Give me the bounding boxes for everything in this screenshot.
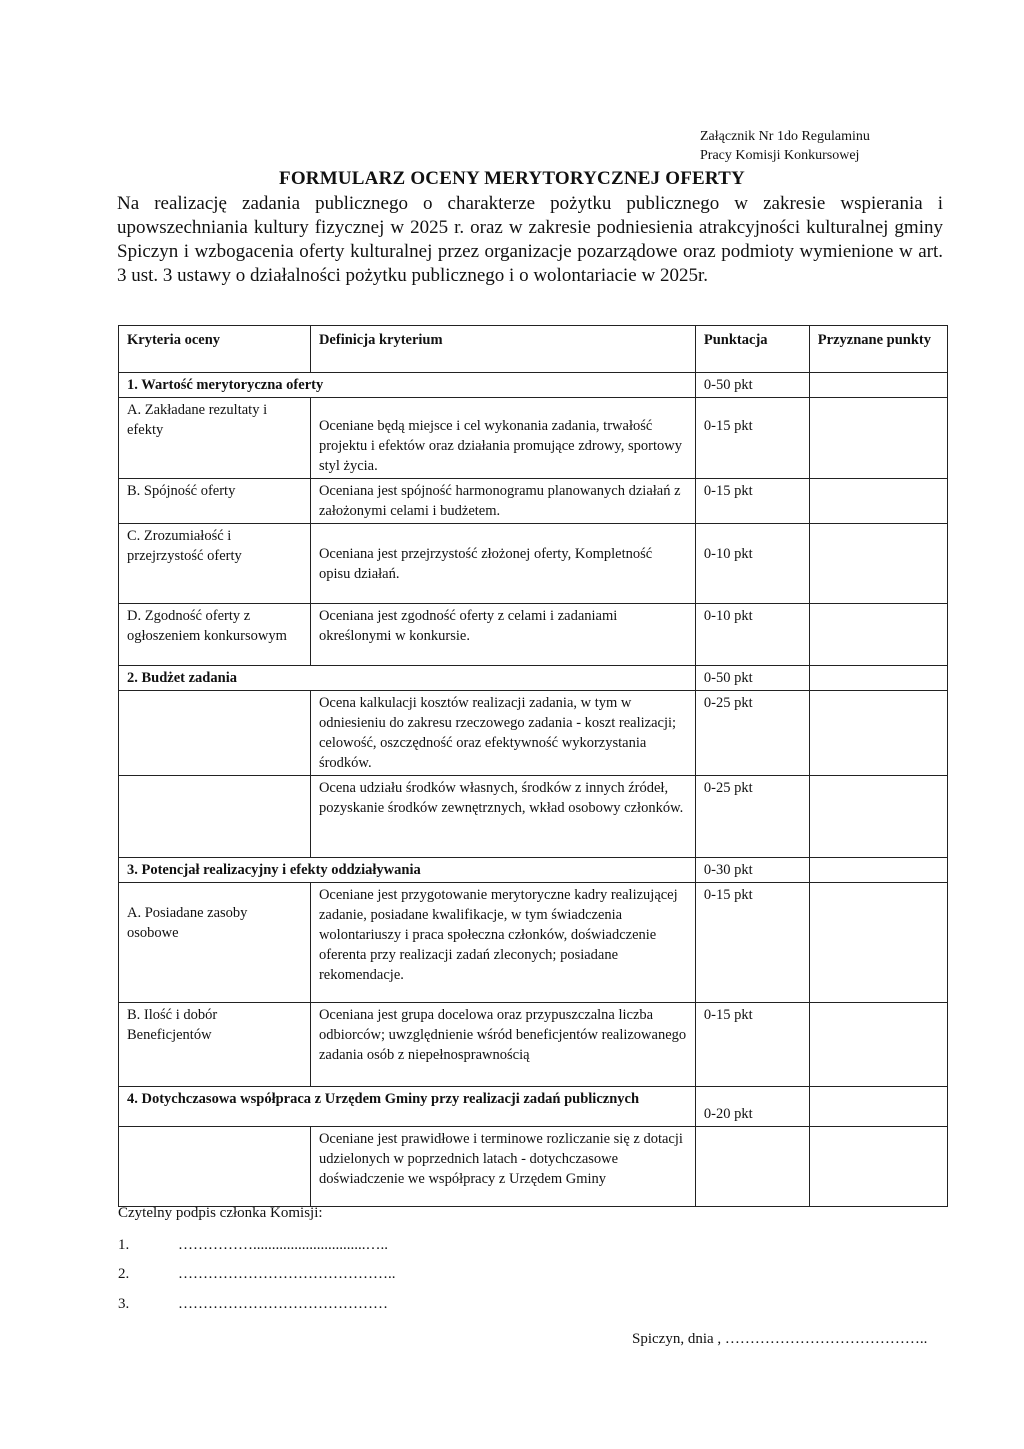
header-criteria: Kryteria oceny bbox=[119, 326, 311, 373]
awarded-points-cell[interactable] bbox=[809, 1127, 947, 1207]
section-title: 3. Potencjał realizacyjny i efekty oddziaływania bbox=[119, 858, 696, 883]
awarded-points-cell[interactable] bbox=[809, 776, 947, 858]
section-points-text: 0-20 pkt bbox=[703, 1106, 753, 1122]
definition-cell: Ocena kalkulacji kosztów realizacji zadania, w tym w odniesieniu do zakresu rzeczowego zadania - koszt realizacji; celowość, oszczędność oraz efektywność wykorzystania środków. bbox=[310, 691, 695, 776]
points-cell: 0-10 pkt bbox=[695, 604, 809, 666]
section-row bbox=[119, 858, 948, 883]
awarded-points-cell[interactable] bbox=[809, 1087, 947, 1127]
header-points: Punktacja bbox=[695, 326, 809, 373]
header-awarded-points: Przyznane punkty bbox=[809, 326, 947, 373]
section-row bbox=[119, 373, 948, 398]
awarded-points-cell[interactable] bbox=[809, 666, 947, 691]
section-title: 4. Dotychczasowa współpraca z Urzędem Gminy przy realizacji zadań publicznych bbox=[119, 1087, 696, 1127]
definition-cell: Ocena udziału środków własnych, środków z innych źródeł, pozyskanie środków zewnętrznych, wkład osobowy członków. bbox=[310, 776, 695, 858]
signature-number: 2. bbox=[118, 1266, 130, 1282]
signature-line bbox=[118, 1266, 396, 1283]
table-row bbox=[119, 1003, 948, 1087]
table-row bbox=[119, 776, 948, 858]
criterion-text: A. Posiadane zasoby osobowe bbox=[127, 905, 248, 941]
section-points: 0-50 pkt bbox=[695, 666, 809, 691]
awarded-points-cell[interactable] bbox=[809, 398, 947, 479]
criterion-cell: B. Spójność oferty bbox=[119, 479, 311, 524]
signature-line bbox=[118, 1237, 388, 1254]
awarded-points-cell[interactable] bbox=[809, 883, 947, 1003]
definition-text: Oceniane będą miejsce i cel wykonania zadania, trwałość projektu i efektów oraz działania promujące zdrowy, sportowy styl życia. bbox=[318, 418, 682, 474]
table-row bbox=[119, 691, 948, 776]
signature-dots: …………………………………….. bbox=[178, 1266, 396, 1282]
section-row bbox=[119, 666, 948, 691]
points-text: 0-10 pkt bbox=[703, 546, 753, 562]
definition-cell: Oceniana jest grupa docelowa oraz przypuszczalna liczba odbiorców; uwzględnienie wśród beneficjentów realizowanego zadania osób z niepełnosprawnością bbox=[310, 1003, 695, 1087]
intro-paragraph: Na realizację zadania publicznego o charakterze pożytku publicznego w zakresie wspierania i upowszechniania kultury fizycznej w 2025 r. oraz w zakresie podniesienia atrakcyjności kulturalnej gminy Spiczyn i wzbogacenia oferty kulturalnej przez organizacje pozarządowe oraz podmioty wymienione w art. 3 ust. 3 ustawy o działalności pożytku publicznego i o wolontariacie w 2025r. bbox=[117, 193, 943, 286]
points-cell: 0-15 pkt bbox=[695, 1003, 809, 1087]
table-row bbox=[119, 524, 948, 604]
definition-cell bbox=[310, 524, 695, 604]
awarded-points-cell[interactable] bbox=[809, 373, 947, 398]
section-title: 1. Wartość merytoryczna oferty bbox=[119, 373, 696, 398]
section-points bbox=[695, 1087, 809, 1127]
criterion-cell: B. Ilość i dobór Beneficjentów bbox=[119, 1003, 311, 1087]
points-cell: 0-15 pkt bbox=[695, 479, 809, 524]
criterion-cell bbox=[119, 691, 311, 776]
criterion-cell: D. Zgodność oferty z ogłoszeniem konkursowym bbox=[119, 604, 311, 666]
table-row bbox=[119, 604, 948, 666]
place-and-date: Spiczyn, dnia , ………………………………….. bbox=[632, 1331, 928, 1347]
section-title: 2. Budżet zadania bbox=[119, 666, 696, 691]
awarded-points-cell[interactable] bbox=[809, 691, 947, 776]
signature-number: 1. bbox=[118, 1237, 130, 1253]
criterion-cell bbox=[119, 776, 311, 858]
section-points: 0-30 pkt bbox=[695, 858, 809, 883]
criterion-cell bbox=[119, 883, 311, 1003]
definition-text: Oceniana jest przejrzystość złożonej oferty, Kompletność opisu działań. bbox=[318, 546, 653, 582]
definition-cell bbox=[310, 398, 695, 479]
points-cell: 0-25 pkt bbox=[695, 776, 809, 858]
signature-number: 3. bbox=[118, 1296, 130, 1312]
table-row bbox=[119, 479, 948, 524]
points-cell: 0-25 pkt bbox=[695, 691, 809, 776]
table-row bbox=[119, 398, 948, 479]
awarded-points-cell[interactable] bbox=[809, 1003, 947, 1087]
signature-dots: ……………..............................….. bbox=[178, 1237, 388, 1253]
points-cell bbox=[695, 1127, 809, 1207]
table-row bbox=[119, 883, 948, 1003]
awarded-points-cell[interactable] bbox=[809, 479, 947, 524]
table-row bbox=[119, 1127, 948, 1207]
evaluation-table bbox=[118, 325, 948, 1207]
annex-line-1: Załącznik Nr 1do Regulaminu bbox=[700, 129, 870, 144]
header-definition: Definicja kryterium bbox=[310, 326, 695, 373]
criterion-cell bbox=[119, 1127, 311, 1207]
signature-dots: …………………………………… bbox=[178, 1296, 388, 1312]
awarded-points-cell[interactable] bbox=[809, 524, 947, 604]
signature-line bbox=[118, 1296, 388, 1313]
document-title: FORMULARZ OCENY MERYTORYCZNEJ OFERTY bbox=[279, 168, 745, 189]
signature-label: Czytelny podpis członka Komisji: bbox=[118, 1205, 323, 1221]
points-cell bbox=[695, 398, 809, 479]
annex-line-2: Pracy Komisji Konkursowej bbox=[700, 148, 860, 163]
annex-reference bbox=[700, 127, 870, 165]
points-text: 0-15 pkt bbox=[703, 418, 753, 434]
awarded-points-cell[interactable] bbox=[809, 858, 947, 883]
definition-cell: Oceniane jest przygotowanie merytoryczne kadry realizującej zadanie, posiadane kwalifikacje, w tym świadczenia wolontariuszy i praca społeczna członków, doświadczenie oferenta przy realizacji zadań zleconych; posiadane rekomendacje. bbox=[310, 883, 695, 1003]
definition-cell: Oceniana jest spójność harmonogramu planowanych działań z założonymi celami i budżetem. bbox=[310, 479, 695, 524]
section-row bbox=[119, 1087, 948, 1127]
definition-cell: Oceniana jest zgodność oferty z celami i zadaniami określonymi w konkursie. bbox=[310, 604, 695, 666]
section-points: 0-50 pkt bbox=[695, 373, 809, 398]
points-cell bbox=[695, 524, 809, 604]
table-header-row bbox=[119, 326, 948, 373]
criterion-cell: A. Zakładane rezultaty i efekty bbox=[119, 398, 311, 479]
definition-cell: Oceniane jest prawidłowe i terminowe rozliczanie się z dotacji udzielonych w poprzednich latach - dotychczasowe doświadczenie we współpracy z Urzędem Gminy bbox=[310, 1127, 695, 1207]
criterion-cell: C. Zrozumiałość i przejrzystość oferty bbox=[119, 524, 311, 604]
points-cell: 0-15 pkt bbox=[695, 883, 809, 1003]
awarded-points-cell[interactable] bbox=[809, 604, 947, 666]
